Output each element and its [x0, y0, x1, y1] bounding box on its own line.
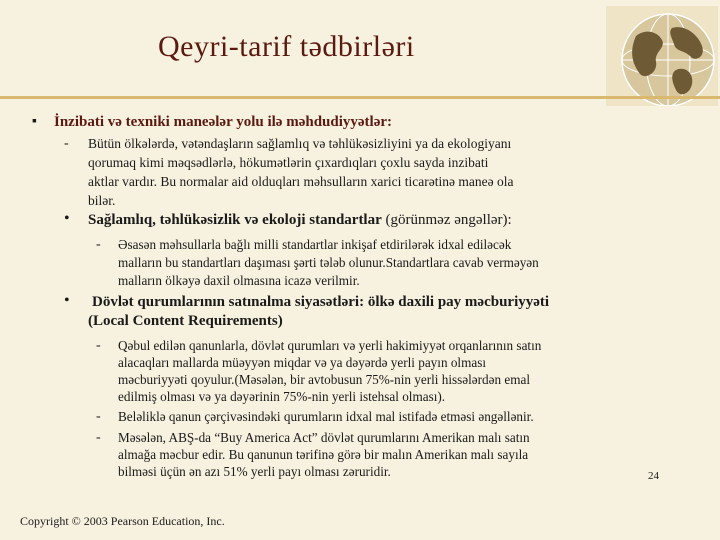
- bullet-3-sub-line: almağa məcbur edir. Bu qanunun tərifinə görə bir malın Amerikan malı sayıla: [118, 447, 529, 462]
- globe-icon: [606, 6, 718, 106]
- bullet-2-bold: Sağlamlıq, təhlükəsizlik və ekoloji standartlar: [88, 212, 382, 228]
- bullet-1-sub-line: Bütün ölkələrdə, vətəndaşların sağlamlıq və təhlükəsizliyini ya da ekologiyanı: [88, 136, 512, 151]
- bullet-3-sub-line: Məsələn, ABŞ-da “Buy America Act” dövlət qurumlarını Amerikan malı satın: [118, 430, 530, 445]
- page-number: 24: [648, 470, 659, 482]
- bullet-3-sub-line: edilmiş olması və ya dəyərinin 75%-nin yerli istehsal olması).: [118, 389, 446, 404]
- bullet-2-rest: (görünməz əngəllər):: [381, 212, 512, 228]
- bullet-3-sub-line: alacaqları mallarda müəyyən miqdar və ya dəyərdə yerli payın olması: [118, 355, 486, 370]
- dash-icon: -: [96, 409, 101, 424]
- copyright-notice: Copyright © 2003 Pearson Education, Inc.: [20, 514, 225, 528]
- slide-title: Qeyri-tarif tədbirləri: [158, 30, 415, 63]
- bullet-3-line-2: (Local Content Requirements): [88, 313, 283, 329]
- bullet-1-sub-line: qorumaq kimi məqsədlərlə, hökumətlərin çıxardıqları çoxlu sayda inzibati: [88, 155, 489, 170]
- bullet-2-sub-line: Əsasən məhsullarla bağlı milli standartlar inkişaf etdirilərək idxal ediləcək: [118, 237, 512, 252]
- bullet-1-text: İnzibati və texniki maneələr yolu ilə məhdudiyyətlər:: [54, 114, 393, 130]
- bullet-3-sub-line: məcburiyyəti qoyulur.(Məsələn, bir avtobusun 75%-nin yerli hissələrdən emal: [118, 372, 531, 387]
- dash-icon: -: [96, 430, 101, 445]
- bullet-1-sub-line: aktlar vardır. Bu normalar aid olduqları məhsulların xarici ticarətinə maneə ola: [88, 174, 514, 189]
- bullet-1-sub-line: bilər.: [88, 193, 116, 208]
- bullet-3-sub-line: Beləliklə qanun çərçivəsindəki qurumların idxal mal istifadə etməsi əngəllənir.: [118, 409, 534, 424]
- bullet-3-line-1: Dövlət qurumlarının satınalma siyasətləri: ölkə daxili pay məcburiyyəti: [92, 294, 550, 310]
- dash-icon: -: [64, 136, 69, 151]
- dash-icon: -: [96, 237, 101, 252]
- bullet-3-sub-line: Qəbul edilən qanunlarla, dövlət qurumları və yerli hakimiyyət orqanlarının satın: [118, 338, 542, 353]
- dash-icon: -: [96, 338, 101, 353]
- dot-bullet-icon: •: [64, 210, 70, 227]
- square-bullet-icon: ▪: [32, 114, 37, 129]
- dot-bullet-icon: •: [64, 292, 70, 309]
- bullet-2-text: [88, 212, 512, 229]
- bullet-2-sub-line: malların bu standartları daşıması şərti tələb olunur.Standartlara cavab verməyən: [118, 255, 539, 270]
- bullet-3-sub-line: bilməsi üçün ən azı 51% yerli payı olması zəruridir.: [118, 464, 391, 479]
- title-underline: [0, 96, 720, 99]
- bullet-2-sub-line: malların ölkəyə daxil olmasına icazə verilmir.: [118, 273, 360, 288]
